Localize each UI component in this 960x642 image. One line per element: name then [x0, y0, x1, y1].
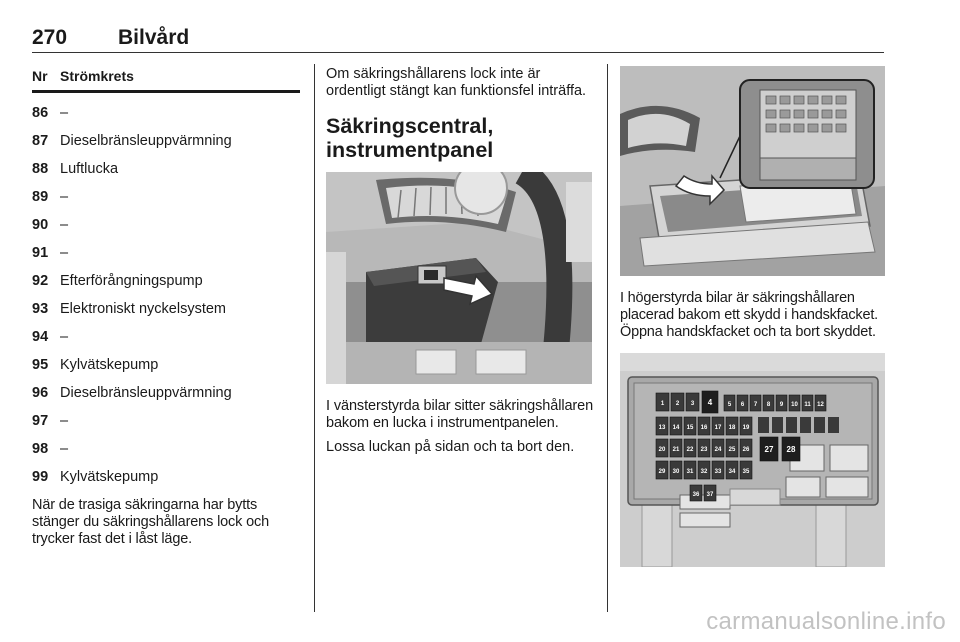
fuse-slot-label: 32 [700, 469, 708, 475]
fuse-slot [772, 417, 783, 433]
fuse-slot-label: 28 [786, 445, 796, 454]
fuse-slot-label: 14 [672, 425, 680, 431]
fuse-slot [814, 417, 825, 433]
fuse-table-body [32, 93, 300, 485]
fuse-slot-label: 13 [658, 425, 666, 431]
fuse-slot-label: 8 [766, 402, 771, 408]
fuse-circuit: – [60, 189, 69, 205]
fuse-slot-label: 20 [658, 447, 666, 453]
fuse-slot-label: 26 [742, 447, 750, 453]
column-middle [326, 66, 594, 456]
fuse-slot-label: 35 [742, 469, 750, 475]
fuse-number: 94 [32, 329, 49, 345]
fuse-circuit: – [60, 245, 69, 261]
fuse-slot-label: 15 [686, 425, 694, 431]
fuse-circuit: Elektroniskt nyckelsystem [60, 301, 226, 317]
fuse-slot-label: 3 [690, 401, 695, 407]
table-row [32, 121, 300, 149]
fuse-number: 99 [32, 469, 49, 485]
watermark: carmanualsonline.info [706, 608, 946, 635]
col-header-circuit: Strömkrets [60, 68, 134, 84]
fuse-number: 95 [32, 357, 49, 373]
fuse-circuit: – [60, 217, 69, 233]
column-divider [607, 64, 608, 612]
fuse-circuit: – [60, 329, 69, 345]
fuse-slot-label: 25 [728, 447, 736, 453]
fuse-slot-label: 34 [728, 469, 736, 475]
fuse-circuit: Kylvätskepump [60, 469, 159, 485]
fuse-slot-label: 29 [658, 469, 666, 475]
fuse-circuit: – [60, 105, 69, 121]
fuse-box-layout-diagram [620, 353, 885, 567]
table-row [32, 261, 300, 289]
fuse-number: 91 [32, 245, 49, 261]
fuse-slot-label: 11 [804, 402, 811, 408]
lid-warning: Om säkringshållarens lock inte är ordentligt stängt kan funktionsfel inträffa. [326, 66, 587, 99]
table-row [32, 289, 300, 317]
fuse-number: 87 [32, 133, 49, 149]
fuse-slot-label: 2 [675, 401, 680, 407]
caption-right-hand-drive: I högerstyrda bilar är säkringshållaren placerad bakom ett skydd i handskfacket. Öppna handskfacket och ta bort skyddet. [620, 290, 878, 340]
fuse-slot [758, 417, 769, 433]
table-row [32, 401, 300, 429]
page-number: 270 [32, 26, 68, 49]
table-row [32, 429, 300, 457]
fuse-number: 88 [32, 161, 49, 177]
fuse-number: 98 [32, 441, 49, 457]
fuse-slot-label: 17 [714, 425, 722, 431]
fuse-slot-label: 7 [753, 402, 758, 408]
fuse-slot-label: 18 [728, 425, 736, 431]
fuse-circuit: – [60, 413, 69, 429]
fuse-number: 96 [32, 385, 49, 401]
fuse-slot-label: 12 [817, 402, 824, 408]
fuse-circuit: Dieselbränsleuppvärmning [60, 385, 232, 401]
fuse-circuit: Efterförångningspump [60, 273, 203, 289]
fuse-number: 92 [32, 273, 49, 289]
column-left [32, 62, 300, 563]
fuse-slot-label: 27 [764, 445, 774, 454]
fuse-slot [786, 417, 797, 433]
fuse-slot-label: 21 [672, 447, 680, 453]
fuse-slot-label: 9 [779, 402, 784, 408]
fuse-slot-label: 31 [686, 469, 694, 475]
column-right [620, 66, 888, 567]
table-row [32, 457, 300, 485]
fuse-number: 93 [32, 301, 49, 317]
table-row [32, 373, 300, 401]
fuse-circuit: Dieselbränsleuppvärmning [60, 133, 232, 149]
table-row [32, 205, 300, 233]
fuse-slot-label: 36 [692, 492, 700, 498]
page-title: Bilvård [118, 26, 190, 49]
fuse-slot-label: 6 [740, 402, 745, 408]
fuse-slot-label: 5 [727, 402, 732, 408]
fuse-circuit: Kylvätskepump [60, 357, 159, 373]
glovebox-fuse-illustration [620, 66, 885, 276]
fuse-slot-label: 16 [700, 425, 708, 431]
fuse-slot-label: 4 [707, 398, 713, 407]
fuse-slot-label: 33 [714, 469, 722, 475]
caption-remove-cover: Lossa luckan på sidan och ta bort den. [326, 439, 575, 455]
dashboard-fuse-cover-illustration [326, 172, 592, 384]
fuse-circuit: Luftlucka [60, 161, 119, 177]
fuse-slot-label: 1 [660, 401, 665, 407]
table-row [32, 93, 300, 121]
fuse-slot-label: 24 [714, 447, 722, 453]
column-divider [314, 64, 315, 612]
fuse-table-header [32, 62, 300, 93]
closing-instruction: När de trasiga säkringarna har bytts stänger du säkringshållarens lock och trycker fast det i låst läge. [32, 497, 270, 547]
table-row [32, 317, 300, 345]
fuse-slot-label: 19 [742, 425, 750, 431]
section-title: Säkringscentral, instrumentpanel [326, 114, 494, 162]
table-row [32, 149, 300, 177]
fuse-number: 86 [32, 105, 49, 121]
fuse-slot-label: 23 [700, 447, 708, 453]
fuse-number: 89 [32, 189, 49, 205]
table-row [32, 177, 300, 205]
fuse-slot-label: 30 [672, 469, 680, 475]
table-row [32, 345, 300, 373]
fuse-slot [828, 417, 839, 433]
fuse-slot-label: 22 [686, 447, 694, 453]
fuse-slot-label: 10 [791, 402, 798, 408]
fuse-number: 90 [32, 217, 49, 233]
fuse-circuit: – [60, 441, 69, 457]
fuse-slot-label: 37 [706, 492, 714, 498]
page-header [32, 22, 884, 53]
fuse-slot [800, 417, 811, 433]
fuse-number: 97 [32, 413, 49, 429]
table-row [32, 233, 300, 261]
col-header-nr: Nr [32, 68, 48, 84]
caption-left-hand-drive: I vänsterstyrda bilar sitter säkringshållaren bakom en lucka i instrumentpanelen. [326, 398, 594, 431]
